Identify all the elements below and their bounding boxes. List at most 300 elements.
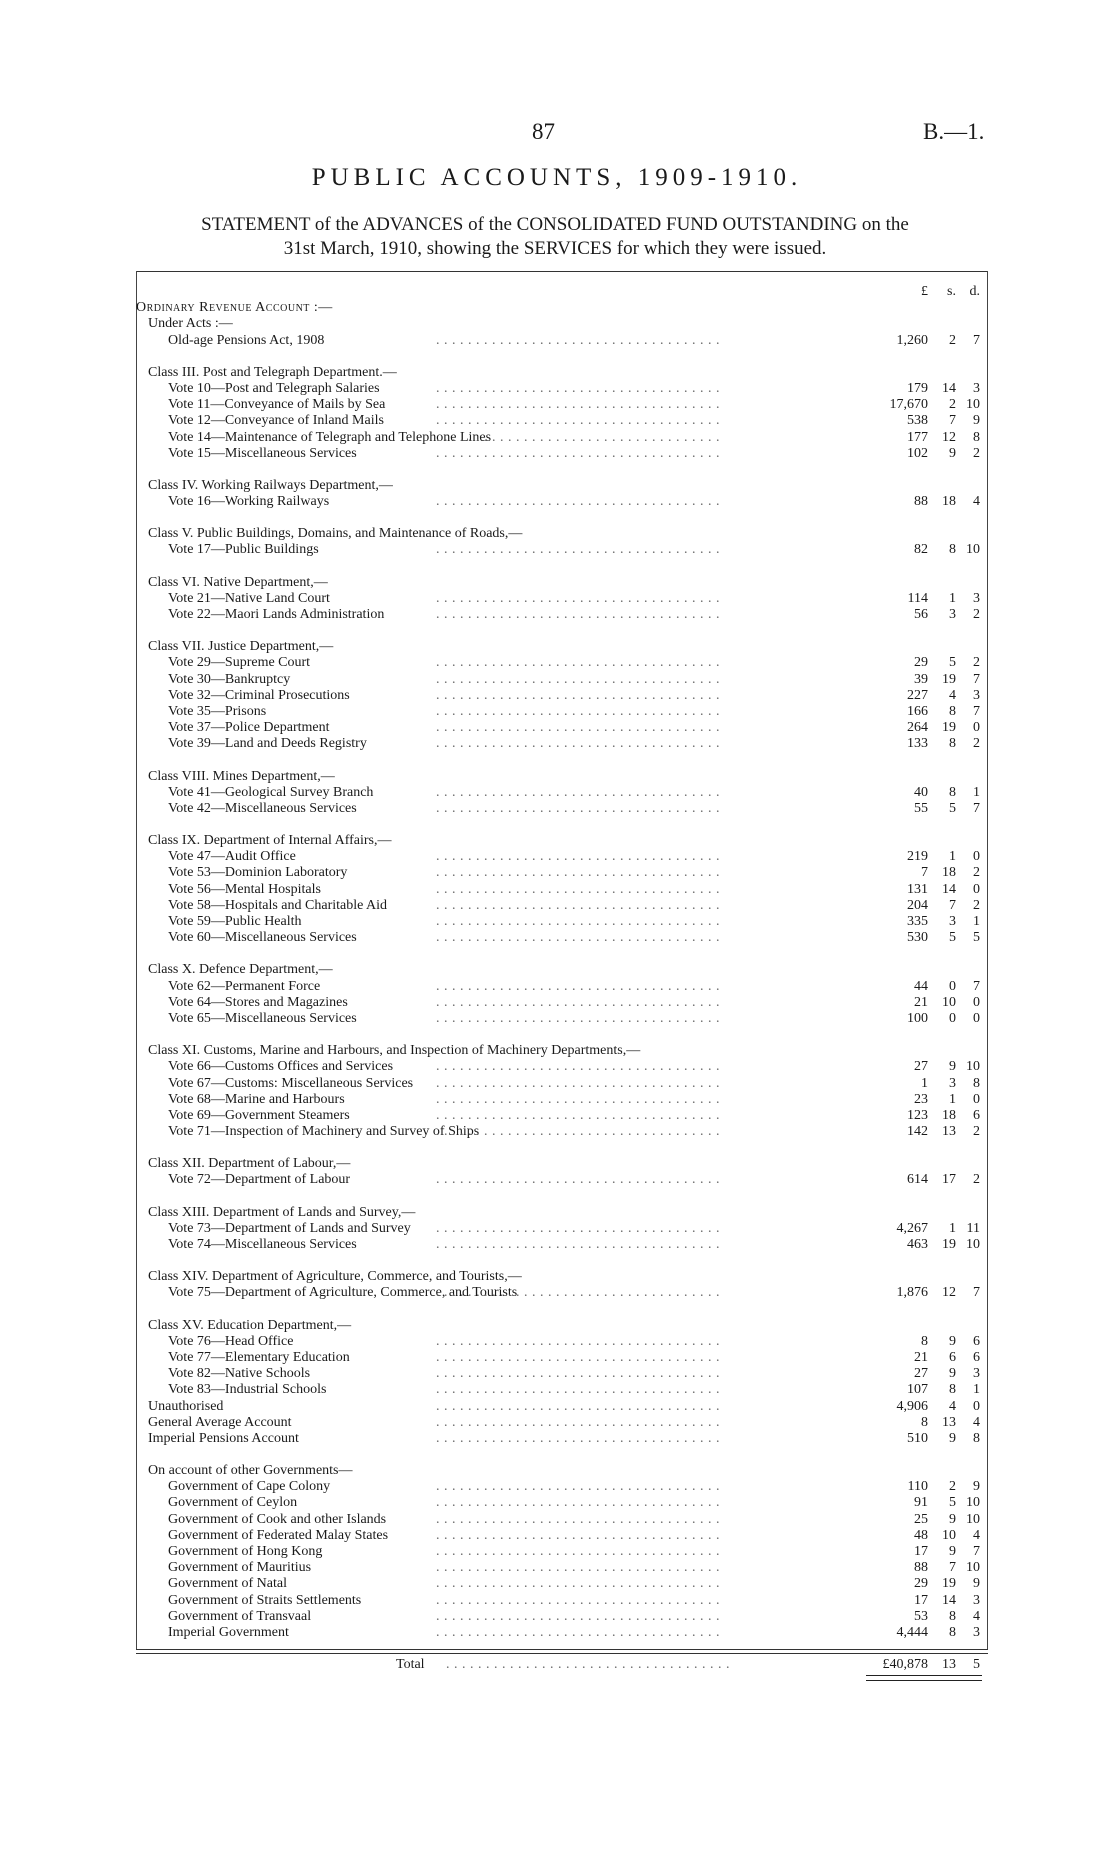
table-row <box>136 995 986 1011</box>
row-label: Government of Natal <box>168 1576 287 1592</box>
pence-value: 7 <box>973 703 980 719</box>
section-heading <box>136 526 986 542</box>
row-label: Class VIII. Mines Department,— <box>148 768 335 784</box>
pence-value: 3 <box>973 1624 980 1640</box>
pence-value: 4 <box>973 494 980 510</box>
pounds-value: 123 <box>907 1107 928 1123</box>
pounds-value: 100 <box>907 1010 928 1026</box>
section-heading <box>136 1318 986 1334</box>
table-right-rule <box>987 271 988 1649</box>
shillings-value: 8 <box>949 736 956 752</box>
subtitle-line-2: 31st March, 1910, showing the SERVICES for which they were issued. <box>283 238 827 259</box>
shillings-value: 9 <box>949 1544 956 1559</box>
shillings-value: 1 <box>949 1091 956 1107</box>
row-label: Vote 22—Maori Lands Administration <box>168 607 385 622</box>
shillings-value: 9 <box>949 1511 956 1527</box>
page-number: 87 <box>532 119 555 144</box>
pounds-value: 179 <box>907 380 928 396</box>
row-label: Vote 56—Mental Hospitals <box>168 881 321 897</box>
row-label: Class XII. Department of Labour,— <box>148 1156 351 1172</box>
pence-value: 7 <box>973 1544 980 1559</box>
pence-value: 4 <box>973 1608 980 1624</box>
pence-value: 3 <box>973 380 980 396</box>
leader-dots: . . . . . . . . . . . . . . . . . . . . . . . . . . . . . . . . . . . . <box>436 914 720 929</box>
table-row <box>136 1399 986 1415</box>
total-row <box>136 1657 986 1673</box>
pounds-value: 40 <box>914 784 928 800</box>
table-row <box>136 1108 986 1124</box>
leader-dots: . . . . . . . . . . . . . . . . . . . . . . . . . . . . . . . . . . . . <box>436 736 720 752</box>
section-heading <box>136 769 986 785</box>
pounds-value: 88 <box>914 494 928 510</box>
row-label: Government of Cook and other Islands <box>168 1511 387 1527</box>
shillings-value: 9 <box>949 1333 956 1349</box>
pence-value: 10 <box>966 397 980 413</box>
row-label: Class VII. Justice Department,— <box>148 639 334 655</box>
pence-value: 9 <box>973 1576 980 1592</box>
leader-dots: . . . . . . . . . . . . . . . . . . . . . . . . . . . . . . . . . . . . <box>436 1624 720 1640</box>
pounds-value: 48 <box>914 1527 928 1543</box>
pence-value: 4 <box>973 1414 980 1430</box>
pounds-value: 114 <box>907 590 928 606</box>
pence-value: 5 <box>973 1657 980 1673</box>
leader-dots: . . . . . . . . . . . . . . . . . . . . . . . . . . . . . . . . . . . . <box>436 1237 720 1252</box>
leader-dots: . . . . . . . . . . . . . . . . . . . . . . . . . . . . . . . . . . . . <box>436 1479 720 1495</box>
row-label: Class V. Public Buildings, Domains, and Maintenance of Roads,— <box>148 526 523 542</box>
pence-value: 10 <box>966 1059 980 1075</box>
section-heading <box>136 962 986 978</box>
pounds-value: 39 <box>914 671 928 687</box>
table-row <box>136 1124 986 1140</box>
table-row <box>136 898 986 914</box>
row-label: Vote 67—Customs: Miscellaneous Services <box>168 1075 414 1091</box>
row-label: Vote 30—Bankruptcy <box>168 671 291 687</box>
leader-dots: . . . . . . . . . . . . . . . . . . . . . . . . . . . . . . . . . . . . <box>436 1124 720 1140</box>
table-row <box>136 1560 986 1576</box>
pence-value: 1 <box>973 784 980 800</box>
leader-dots: . . . . . . . . . . . . . . . . . . . . . . . . . . . . . . . . . . . . <box>436 413 720 429</box>
row-label: Class XIV. Department of Agriculture, Commerce, and Tourists,— <box>148 1269 522 1285</box>
pence-value: 0 <box>973 849 980 865</box>
section-heading <box>136 478 986 494</box>
leader-dots: . . . . . . . . . . . . . . . . . . . . . . . . . . . . . . . . . . . . <box>436 1608 720 1624</box>
table-row <box>136 801 986 817</box>
table-row <box>136 413 986 429</box>
leader-dots: . . . . . . . . . . . . . . . . . . . . . . . . . . . . . . . . . . . . <box>436 1576 720 1592</box>
pence-value: 3 <box>973 590 980 606</box>
shillings-value: 9 <box>949 1366 956 1382</box>
pounds-value: 7 <box>921 865 928 881</box>
table-row <box>136 865 986 881</box>
shillings-value: 10 <box>942 994 956 1010</box>
row-label: Class XI. Customs, Marine and Harbours, and Inspection of Machinery Departments,— <box>148 1043 641 1059</box>
row-label: Vote 12—Conveyance of Inland Mails <box>168 413 384 429</box>
table-row <box>136 1415 986 1431</box>
row-label: Vote 32—Criminal Prosecutions <box>168 687 350 703</box>
pence-value: 3 <box>973 687 980 703</box>
pounds-value: 538 <box>907 413 928 429</box>
row-spacer <box>136 1140 986 1156</box>
pounds-value: 110 <box>907 1479 928 1495</box>
pence-value: 10 <box>966 1237 980 1252</box>
pounds-value: £40,878 <box>882 1657 928 1673</box>
pounds-value: 219 <box>907 849 928 865</box>
pounds-value: 1 <box>921 1075 928 1091</box>
row-spacer <box>136 510 986 526</box>
pounds-value: 21 <box>914 994 928 1010</box>
shillings-value: 19 <box>942 1237 956 1252</box>
table-row <box>136 785 986 801</box>
leader-dots: . . . . . . . . . . . . . . . . . . . . . . . . . . . . . . . . . . . . <box>436 397 720 413</box>
row-label: Class IV. Working Railways Department,— <box>148 477 393 493</box>
row-label: Class X. Defence Department,— <box>148 962 333 978</box>
table-row <box>136 542 986 558</box>
table-row <box>136 1172 986 1188</box>
table-row <box>136 494 986 510</box>
row-label: Vote 66—Customs Offices and Services <box>168 1059 394 1075</box>
row-label: Vote 21—Native Land Court <box>168 590 330 606</box>
table-top-rule <box>136 271 988 272</box>
shillings-value: 6 <box>949 1349 956 1365</box>
row-label: Vote 75—Department of Agriculture, Commerce, and Tourists <box>168 1285 518 1301</box>
pence-value: 0 <box>973 1398 980 1414</box>
pounds-column-header: £ <box>921 284 928 299</box>
shillings-value: 3 <box>949 1075 956 1091</box>
table-row <box>136 1221 986 1237</box>
row-label: Unauthorised <box>148 1398 224 1414</box>
row-label: Vote 37—Police Department <box>168 720 330 736</box>
shillings-value: 14 <box>942 1592 956 1608</box>
row-label: Old-age Pensions Act, 1908 <box>168 332 325 348</box>
table-row <box>136 1059 986 1075</box>
leader-dots: . . . . . . . . . . . . . . . . . . . . . . . . . . . . . . . . . . . . <box>436 1107 720 1123</box>
row-label: Vote 83—Industrial Schools <box>168 1382 327 1398</box>
leader-dots: . . . . . . . . . . . . . . . . . . . . . . . . . . . . . . . . . . . . <box>436 1511 720 1527</box>
row-label: Vote 74—Miscellaneous Services <box>168 1237 357 1252</box>
table-row <box>136 914 986 930</box>
leader-dots: . . . . . . . . . . . . . . . . . . . . . . . . . . . . . . . . . . . . <box>436 994 720 1010</box>
pounds-value: 88 <box>914 1560 928 1576</box>
shillings-value: 1 <box>949 849 956 865</box>
pence-value: 0 <box>973 1091 980 1107</box>
table-row <box>136 1609 986 1625</box>
shillings-value: 8 <box>949 1608 956 1624</box>
table-row <box>136 1350 986 1366</box>
row-label: Vote 65—Miscellaneous Services <box>168 1010 357 1026</box>
leader-dots: . . . . . . . . . . . . . . . . . . . . . . . . . . . . . . . . . . . . <box>436 978 720 994</box>
pounds-value: 53 <box>914 1608 928 1624</box>
pounds-value: 44 <box>914 978 928 994</box>
shillings-value: 8 <box>949 1382 956 1398</box>
table-row <box>136 333 986 349</box>
row-spacer <box>136 1447 986 1463</box>
row-label: Government of Cape Colony <box>168 1479 331 1495</box>
table-row <box>136 849 986 865</box>
pounds-value: 131 <box>907 881 928 897</box>
row-label: Imperial Pensions Account <box>148 1430 299 1446</box>
shillings-value: 0 <box>949 978 956 994</box>
table-row <box>136 397 986 413</box>
shillings-value: 8 <box>949 703 956 719</box>
table-row <box>136 1544 986 1560</box>
pounds-value: 4,267 <box>896 1220 928 1236</box>
shillings-value: 8 <box>949 784 956 800</box>
pence-value: 6 <box>973 1333 980 1349</box>
row-label: Total <box>396 1657 425 1673</box>
row-spacer <box>136 1302 986 1318</box>
shillings-value: 8 <box>949 542 956 558</box>
leader-dots: . . . . . . . . . . . . . . . . . . . . . . . . . . . . . . . . . . . . <box>436 429 720 445</box>
shillings-value: 2 <box>949 332 956 348</box>
leader-dots: . . . . . . . . . . . . . . . . . . . . . . . . . . . . . . . . . . . . <box>436 445 720 461</box>
shillings-value: 5 <box>949 930 956 946</box>
leader-dots: . . . . . . . . . . . . . . . . . . . . . . . . . . . . . . . . . . . . <box>436 897 720 913</box>
row-label: Vote 62—Permanent Force <box>168 978 321 994</box>
pence-value: 8 <box>973 1075 980 1091</box>
table-row <box>136 979 986 995</box>
shillings-value: 9 <box>949 1059 956 1075</box>
shillings-value: 4 <box>949 1398 956 1414</box>
table-row <box>136 704 986 720</box>
shillings-value: 5 <box>949 655 956 671</box>
leader-dots: . . . . . . . . . . . . . . . . . . . . . . . . . . . . . . . . . . . . <box>436 784 720 800</box>
row-label: Vote 41—Geological Survey Branch <box>168 784 374 800</box>
shillings-value: 18 <box>942 494 956 510</box>
leader-dots: . . . . . . . . . . . . . . . . . . . . . . . . . . . . . . . . . . . . <box>436 1333 720 1349</box>
pence-value: 10 <box>966 1560 980 1576</box>
table-row <box>136 1334 986 1350</box>
pounds-value: 17 <box>914 1544 928 1559</box>
shillings-value: 18 <box>942 1107 956 1123</box>
pounds-value: 530 <box>907 930 928 946</box>
pence-value: 9 <box>973 1479 980 1495</box>
shillings-value: 18 <box>942 865 956 881</box>
leader-dots: . . . . . . . . . . . . . . . . . . . . . . . . . . . . . . . . . . . . <box>436 720 720 736</box>
table-row <box>136 688 986 704</box>
row-spacer <box>136 1641 986 1657</box>
leader-dots: . . . . . . . . . . . . . . . . . . . . . . . . . . . . . . . . . . . . <box>436 380 720 396</box>
shillings-value: 7 <box>949 1560 956 1576</box>
pence-column-header: d. <box>969 284 980 299</box>
leader-dots: . . . . . . . . . . . . . . . . . . . . . . . . . . . . . . . . . . . . <box>446 1657 730 1673</box>
shillings-value: 19 <box>942 720 956 736</box>
pounds-value: 204 <box>907 897 928 913</box>
section-heading <box>136 1463 986 1479</box>
leader-dots: . . . . . . . . . . . . . . . . . . . . . . . . . . . . . . . . . . . . <box>436 542 720 558</box>
leader-dots: . . . . . . . . . . . . . . . . . . . . . . . . . . . . . . . . . . . . <box>436 1172 720 1188</box>
leader-dots: . . . . . . . . . . . . . . . . . . . . . . . . . . . . . . . . . . . . <box>436 865 720 881</box>
row-label: Vote 35—Prisons <box>168 703 267 719</box>
pence-value: 0 <box>973 1010 980 1026</box>
row-label: Class VI. Native Department,— <box>148 574 328 590</box>
shillings-value: 9 <box>949 445 956 461</box>
row-label: Vote 59—Public Health <box>168 914 302 929</box>
table-row <box>136 1285 986 1301</box>
pence-value: 7 <box>973 332 980 348</box>
pence-value: 2 <box>973 655 980 671</box>
pounds-value: 264 <box>907 720 928 736</box>
section-heading <box>136 1269 986 1285</box>
row-spacer <box>136 623 986 639</box>
shillings-value: 19 <box>942 1576 956 1592</box>
leader-dots: . . . . . . . . . . . . . . . . . . . . . . . . . . . . . . . . . . . . <box>436 607 720 622</box>
table-row <box>136 1076 986 1092</box>
leader-dots: . . . . . . . . . . . . . . . . . . . . . . . . . . . . . . . . . . . . <box>436 849 720 865</box>
shillings-value: 14 <box>942 881 956 897</box>
row-spacer <box>136 559 986 575</box>
section-heading <box>136 365 986 381</box>
currency-header-row <box>136 284 986 300</box>
pence-value: 3 <box>973 1592 980 1608</box>
row-label: Vote 76—Head Office <box>168 1333 294 1349</box>
document-reference: B.—1. <box>923 119 985 144</box>
pence-value: 7 <box>973 800 980 816</box>
table-row <box>136 930 986 946</box>
pence-value: 6 <box>973 1349 980 1365</box>
table-row <box>136 381 986 397</box>
pounds-value: 166 <box>907 703 928 719</box>
pounds-value: 335 <box>907 914 928 929</box>
leader-dots: . . . . . . . . . . . . . . . . . . . . . . . . . . . . . . . . . . . . <box>436 1075 720 1091</box>
shillings-value: 5 <box>949 1495 956 1511</box>
shillings-value: 12 <box>942 1285 956 1301</box>
pence-value: 5 <box>973 930 980 946</box>
leader-dots: . . . . . . . . . . . . . . . . . . . . . . . . . . . . . . . . . . . . <box>436 687 720 703</box>
row-label: Vote 58—Hospitals and Charitable Aid <box>168 897 388 913</box>
pounds-value: 21 <box>914 1349 928 1365</box>
row-label: Vote 15—Miscellaneous Services <box>168 445 357 461</box>
row-label: Government of Transvaal <box>168 1608 312 1624</box>
row-label: Vote 10—Post and Telegraph Salaries <box>168 380 380 396</box>
table-row <box>136 720 986 736</box>
shillings-value: 4 <box>949 687 956 703</box>
pounds-value: 227 <box>907 687 928 703</box>
leader-dots: . . . . . . . . . . . . . . . . . . . . . . . . . . . . . . . . . . . . <box>436 671 720 687</box>
pounds-value: 463 <box>907 1237 928 1252</box>
row-label: Vote 16—Working Railways <box>168 494 330 510</box>
row-label: Vote 42—Miscellaneous Services <box>168 800 357 816</box>
leader-dots: . . . . . . . . . . . . . . . . . . . . . . . . . . . . . . . . . . . . <box>436 1430 720 1446</box>
leader-dots: . . . . . . . . . . . . . . . . . . . . . . . . . . . . . . . . . . . . <box>436 1059 720 1075</box>
pounds-value: 17 <box>914 1592 928 1608</box>
shillings-value: 1 <box>949 1220 956 1236</box>
row-label: Under Acts :— <box>148 316 233 332</box>
pence-value: 2 <box>973 1124 980 1140</box>
shillings-value: 7 <box>949 897 956 913</box>
shillings-value: 13 <box>942 1124 956 1140</box>
table-row <box>136 1593 986 1609</box>
row-spacer <box>136 753 986 769</box>
row-label: Vote 47—Audit Office <box>168 849 296 865</box>
pence-value: 2 <box>973 607 980 622</box>
row-label: Government of Straits Settlements <box>168 1592 362 1608</box>
pounds-value: 23 <box>914 1091 928 1107</box>
leader-dots: . . . . . . . . . . . . . . . . . . . . . . . . . . . . . . . . . . . . <box>436 800 720 816</box>
table-body <box>136 300 986 1673</box>
leader-dots: . . . . . . . . . . . . . . . . . . . . . . . . . . . . . . . . . . . . <box>436 1010 720 1026</box>
row-label: Vote 72—Department of Labour <box>168 1172 351 1188</box>
leader-dots: . . . . . . . . . . . . . . . . . . . . . . . . . . . . . . . . . . . . <box>436 1285 720 1301</box>
row-label: Vote 73—Department of Lands and Survey <box>168 1220 411 1236</box>
pence-value: 10 <box>966 1495 980 1511</box>
pence-value: 2 <box>973 865 980 881</box>
pounds-value: 25 <box>914 1511 928 1527</box>
pence-value: 10 <box>966 542 980 558</box>
pence-value: 11 <box>966 1220 980 1236</box>
pounds-value: 4,906 <box>896 1398 928 1414</box>
leader-dots: . . . . . . . . . . . . . . . . . . . . . . . . . . . . . . . . . . . . <box>436 590 720 606</box>
page-title: PUBLIC ACCOUNTS, 1909-1910. <box>311 164 803 191</box>
leader-dots: . . . . . . . . . . . . . . . . . . . . . . . . . . . . . . . . . . . . <box>436 1382 720 1398</box>
leader-dots: . . . . . . . . . . . . . . . . . . . . . . . . . . . . . . . . . . . . <box>436 1560 720 1576</box>
shillings-value: 3 <box>949 607 956 622</box>
pounds-value: 29 <box>914 655 928 671</box>
section-heading <box>136 300 986 316</box>
row-label: Class XIII. Department of Lands and Survey,— <box>148 1204 416 1220</box>
shillings-value: 9 <box>949 1430 956 1446</box>
pence-value: 1 <box>973 1382 980 1398</box>
pounds-value: 27 <box>914 1366 928 1382</box>
table-row <box>136 1237 986 1253</box>
shillings-value: 5 <box>949 800 956 816</box>
pounds-value: 29 <box>914 1576 928 1592</box>
row-label: Government of Federated Malay States <box>168 1527 389 1543</box>
pounds-value: 91 <box>914 1495 928 1511</box>
table-row <box>136 1011 986 1027</box>
section-heading <box>136 1205 986 1221</box>
leader-dots: . . . . . . . . . . . . . . . . . . . . . . . . . . . . . . . . . . . . <box>436 881 720 897</box>
shillings-value: 12 <box>942 429 956 445</box>
row-label: Vote 11—Conveyance of Mails by Sea <box>168 397 386 413</box>
pounds-value: 102 <box>907 445 928 461</box>
pounds-value: 177 <box>907 429 928 445</box>
pence-value: 2 <box>973 445 980 461</box>
shillings-value: 10 <box>942 1527 956 1543</box>
row-spacer <box>136 1253 986 1269</box>
table-row <box>136 1512 986 1528</box>
section-heading <box>136 575 986 591</box>
pounds-value: 1,876 <box>896 1285 928 1301</box>
leader-dots: . . . . . . . . . . . . . . . . . . . . . . . . . . . . . . . . . . . . <box>436 1414 720 1430</box>
advances-table <box>136 284 986 1673</box>
pence-value: 7 <box>973 978 980 994</box>
page-header <box>0 0 1114 270</box>
pence-value: 2 <box>973 897 980 913</box>
row-label: Government of Ceylon <box>168 1495 298 1511</box>
pence-value: 0 <box>973 994 980 1010</box>
table-row <box>136 1576 986 1592</box>
statement-subtitle <box>110 213 1000 261</box>
subtitle-line-1: STATEMENT of the ADVANCES of the CONSOLIDATED FUND OUTSTANDING on the <box>201 214 909 235</box>
pounds-value: 614 <box>907 1172 928 1188</box>
section-heading <box>136 1156 986 1172</box>
pounds-value: 133 <box>907 736 928 752</box>
table-row <box>136 1479 986 1495</box>
table-row <box>136 1625 986 1641</box>
shillings-value: 2 <box>949 1479 956 1495</box>
row-spacer <box>136 349 986 365</box>
row-label: Vote 17—Public Buildings <box>168 542 319 558</box>
shillings-value: 13 <box>942 1657 956 1673</box>
row-spacer <box>136 462 986 478</box>
row-label: Vote 68—Marine and Harbours <box>168 1091 345 1107</box>
leader-dots: . . . . . . . . . . . . . . . . . . . . . . . . . . . . . . . . . . . . <box>436 1349 720 1365</box>
table-row <box>136 1366 986 1382</box>
row-label: Class III. Post and Telegraph Department.— <box>148 364 397 380</box>
shillings-value: 2 <box>949 397 956 413</box>
shillings-value: 17 <box>942 1172 956 1188</box>
leader-dots: . . . . . . . . . . . . . . . . . . . . . . . . . . . . . . . . . . . . <box>436 1398 720 1414</box>
